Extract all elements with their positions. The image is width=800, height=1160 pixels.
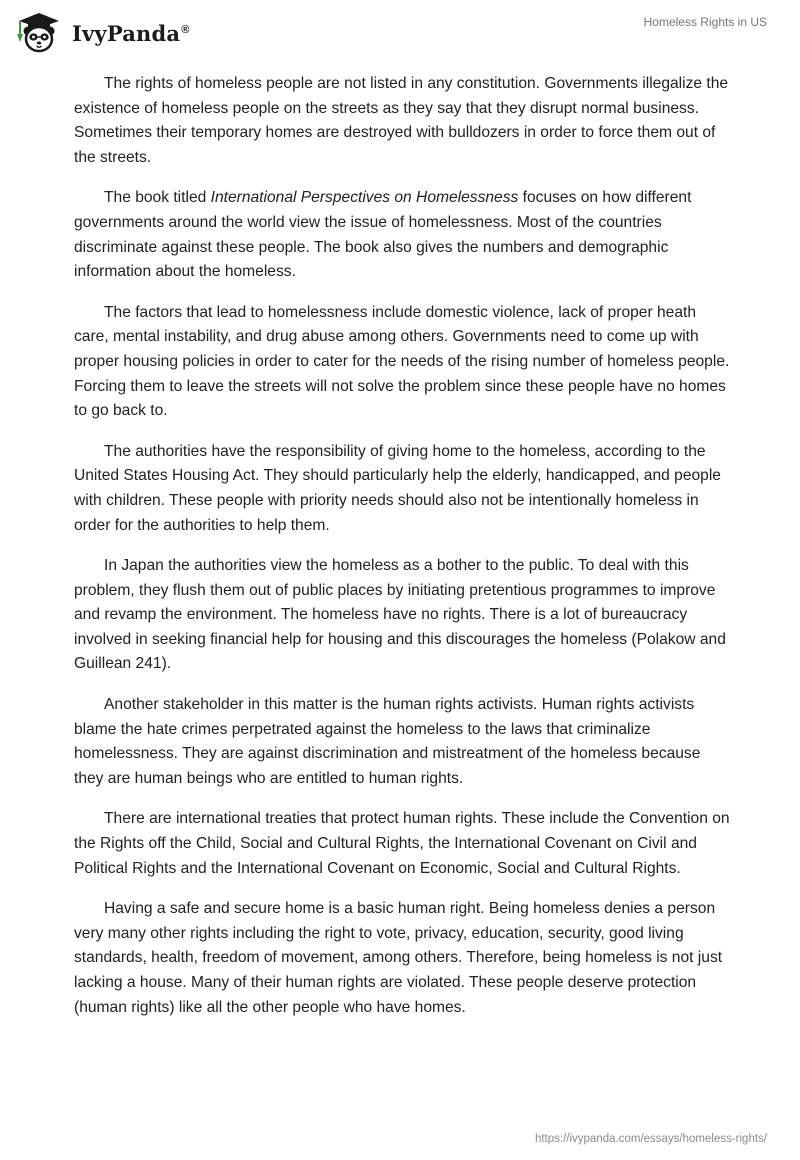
paragraph-2-rest: focuses on how different governments around the world view the issue of homelessness. Most of the countries discriminate against these people. The book also gives the numbers and demographic information about the homeless. [74, 189, 692, 281]
panda-graduate-icon [14, 10, 64, 54]
document-title: Homeless Rights in US [643, 15, 767, 29]
registered-mark: ® [181, 23, 190, 36]
brand-name-text: IvyPanda [72, 20, 181, 46]
paragraph-8: Having a safe and secure home is a basic human right. Being homeless denies a person very many other rights including the right to vote, privacy, education, security, good living standards, health, freedom of movement, among others. Therefore, being homeless is not just lacking a house. Many of their human rights are violated. These people deserve protection (human rights) like all the other people who have homes. [74, 900, 723, 1016]
paragraph-1: The rights of homeless people are not listed in any constitution. Governments illegalize the existence of homeless people on the streets as they say that they disrupt normal business. Sometimes their temporary homes are destroyed with bulldozers in order to force them out of the streets. [74, 75, 729, 166]
source-url[interactable]: https://ivypanda.com/essays/homeless-rights/ [534, 1133, 767, 1145]
paragraph-3: The factors that lead to homelessness include domestic violence, lack of proper heath care, mental instability, and drug abuse among others. Governments need to come up with proper housing policies in order to cater for the needs of the rising number of homeless people. Forcing them to leave the streets will not solve the problem since these people have no homes to go back to. [74, 303, 730, 420]
page-header [0, 0, 800, 60]
paragraph-4: The authorities have the responsibility of giving home to the homeless, according to the United States Housing Act. They should particularly help the elderly, handicapped, and people with children. These people with priority needs should also not be intentionally homeless in order for the authorities to help them. [74, 442, 721, 534]
book-title: International Perspectives on Homelessness [210, 189, 519, 207]
paragraph-2-lead: The book titled [104, 189, 211, 207]
paragraph-5: In Japan the authorities view the homeless as a bother to the public. To deal with this problem, they flush them out of public places by initiating pretentious programmes to improve and revamp the environment. The homeless have no rights. There is a lot of bureaucracy involved in seeking financial help for housing and this discourages the homeless (Polakow and Guillean 241). [74, 557, 726, 673]
paragraph-7: There are international treaties that protect human rights. These include the Convention on the Rights off the Child, Social and Cultural Rights, the International Covenant on Civil and Political Rights and the International Covenant on Economic, Social and Cultural Rights. [74, 810, 730, 877]
essay-body [74, 72, 734, 1036]
ivypanda-logo[interactable] [14, 10, 190, 54]
brand-name [72, 21, 190, 46]
paragraph-6: Another stakeholder in this matter is the human rights activists. Human rights activists blame the hate crimes perpetrated against the homeless to the laws that criminalize homelessness. They are against discrimination and mistreatment of the homeless because they are human beings who are entitled to human rights. [74, 696, 701, 787]
paragraph-2 [74, 186, 734, 284]
